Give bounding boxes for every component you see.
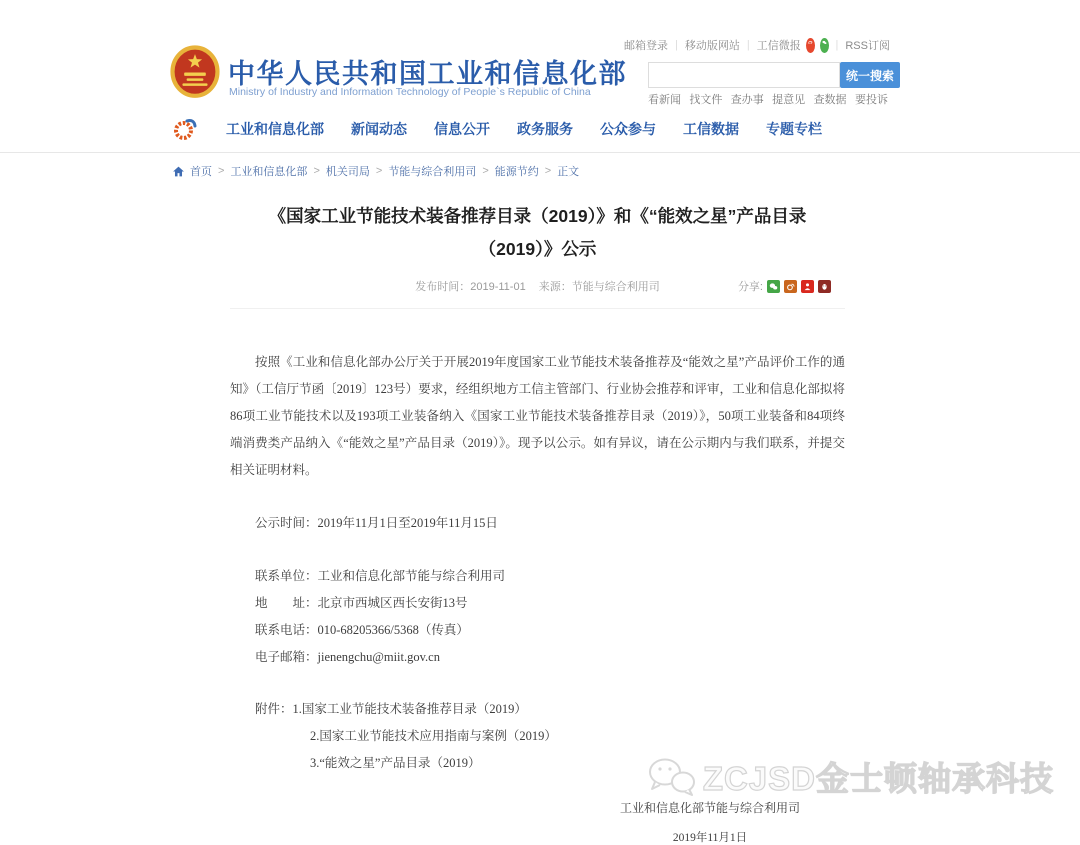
address-line: 地 址：北京市西城区西长安街13号 <box>255 596 468 610</box>
publish-time: 发布时间：2019-11-01 <box>415 281 526 293</box>
search-bar <box>648 62 900 88</box>
publicity-period-line: 公示时间：2019年11月1日至2019年11月15日 <box>255 516 498 530</box>
article-meta-row <box>230 278 845 309</box>
nav-item-gov-services[interactable]: 政务服务 <box>517 121 573 137</box>
signature-date: 2019年11月1日 <box>672 832 748 844</box>
share-qq-icon[interactable] <box>818 280 831 293</box>
national-emblem-logo <box>170 45 220 99</box>
article-source: 来源：节能与综合利用司 <box>538 281 660 293</box>
attachment-link-3[interactable]: 3.“能效之星”产品目录（2019） <box>310 756 481 770</box>
signature-block <box>610 799 810 845</box>
article-title: 《国家工业节能技术装备推荐目录（2019）》和《“能效之星”产品目录（2019）》公示 <box>268 206 807 259</box>
attachment-line-3 <box>230 750 845 777</box>
mobile-site-link[interactable]: 移动版网站 <box>684 40 740 52</box>
nav-item-info-disclosure[interactable]: 信息公开 <box>434 121 490 137</box>
attachments-label: 附件： <box>255 702 293 716</box>
breadcrumb-home[interactable]: 首页 <box>190 166 212 178</box>
nav-item-special-columns[interactable]: 专题专栏 <box>766 121 822 137</box>
breadcrumb-current-article: 正文 <box>557 166 580 178</box>
weibo-channel-link[interactable]: 工信微报 <box>756 40 801 52</box>
quick-link-news[interactable]: 看新闻 <box>648 94 681 106</box>
breadcrumb-departments[interactable]: 机关司局 <box>325 166 370 178</box>
nav-item-data[interactable]: 工信数据 <box>683 121 739 137</box>
home-icon[interactable] <box>172 165 185 178</box>
quick-link-files[interactable]: 找文件 <box>689 94 723 106</box>
email-line: 电子邮箱：jienengchu@miit.gov.cn <box>255 650 440 664</box>
unified-search-button[interactable]: 统一搜索 <box>840 62 900 88</box>
main-navigation <box>172 116 849 142</box>
site-title: 中华人民共和国工业和信息化部 <box>228 59 627 89</box>
search-input[interactable] <box>648 62 840 88</box>
share-weibo-icon[interactable] <box>784 280 797 293</box>
quick-links-row <box>648 91 888 107</box>
quick-link-data[interactable]: 查数据 <box>813 94 847 106</box>
weibo-icon[interactable] <box>806 38 815 53</box>
contact-unit-line: 联系单位：工业和信息化部节能与综合利用司 <box>255 569 506 583</box>
article-content <box>230 200 845 845</box>
share-label: 分享: <box>737 281 763 293</box>
watermark-text: ZCJSD金士顿轴承科技 <box>702 760 1054 797</box>
breadcrumb-energy-saving[interactable]: 能源节约 <box>494 166 539 178</box>
article-paragraph: 按照《工业和信息化部办公厅关于开展2019年度国家工业节能技术装备推荐及“能效之星”产品评价工作的通知》（工信厅节函〔2019〕123号）要求，经组织地方工信主管部门、行业协会推荐和评审，工业和信息化部拟将86项工业节能技术以及193项工业装备纳入《国家工业节能技术装备推荐目录（2019）》，50项工业装备和84项终端消费类产品纳入《“能效之星”产品目录（2019）》。现予以公示。如有异议，请在公示期内与我们联系，并提交相关证明材料。 <box>230 355 845 477</box>
share-bar <box>738 278 831 294</box>
nav-item-public-participation[interactable]: 公众参与 <box>600 121 656 137</box>
attachment-link-2[interactable]: 2.国家工业节能技术应用指南与案例（2019） <box>310 729 557 743</box>
attachment-link-1[interactable]: 1.国家工业节能技术装备推荐目录（2019） <box>292 702 527 716</box>
attachment-line-2 <box>230 723 845 750</box>
mail-login-link[interactable]: 邮箱登录 <box>624 40 668 52</box>
breadcrumb-energy-dept[interactable]: 节能与综合利用司 <box>388 166 477 178</box>
share-person-icon[interactable] <box>801 280 814 293</box>
quick-link-complaint[interactable]: 要投诉 <box>854 94 888 106</box>
signature-organization: 工业和信息化部节能与综合利用司 <box>619 801 800 815</box>
breadcrumb-miit[interactable]: 工业和信息化部 <box>230 166 308 178</box>
rss-subscribe-link[interactable]: RSS订阅 <box>845 40 890 52</box>
nav-item-news[interactable]: 新闻动态 <box>351 121 407 137</box>
site-header <box>0 0 1080 153</box>
share-wechat-icon[interactable] <box>767 280 780 293</box>
top-utility-links: 邮箱登录 | 移动版网站 | 工信微报 | RSS订阅 <box>624 39 890 52</box>
breadcrumb: 首页 > 工业和信息化部 > 机关司局 > 节能与综合利用司 > 能源节约 > 正文 <box>172 163 579 179</box>
quick-link-suggest[interactable]: 提意见 <box>772 94 806 106</box>
miit-gear-logo-icon <box>172 116 198 142</box>
site-subtitle-english: Ministry of Industry and Information Technology of People`s Republic of China <box>229 86 591 98</box>
phone-line: 联系电话：010-68205366/5368（传真） <box>255 623 469 637</box>
attachment-line-1 <box>230 696 845 723</box>
nav-item-miit[interactable]: 工业和信息化部 <box>226 121 324 137</box>
wechat-icon[interactable] <box>820 38 829 53</box>
article-body <box>230 349 845 845</box>
quick-link-services[interactable]: 查办事 <box>730 94 764 106</box>
